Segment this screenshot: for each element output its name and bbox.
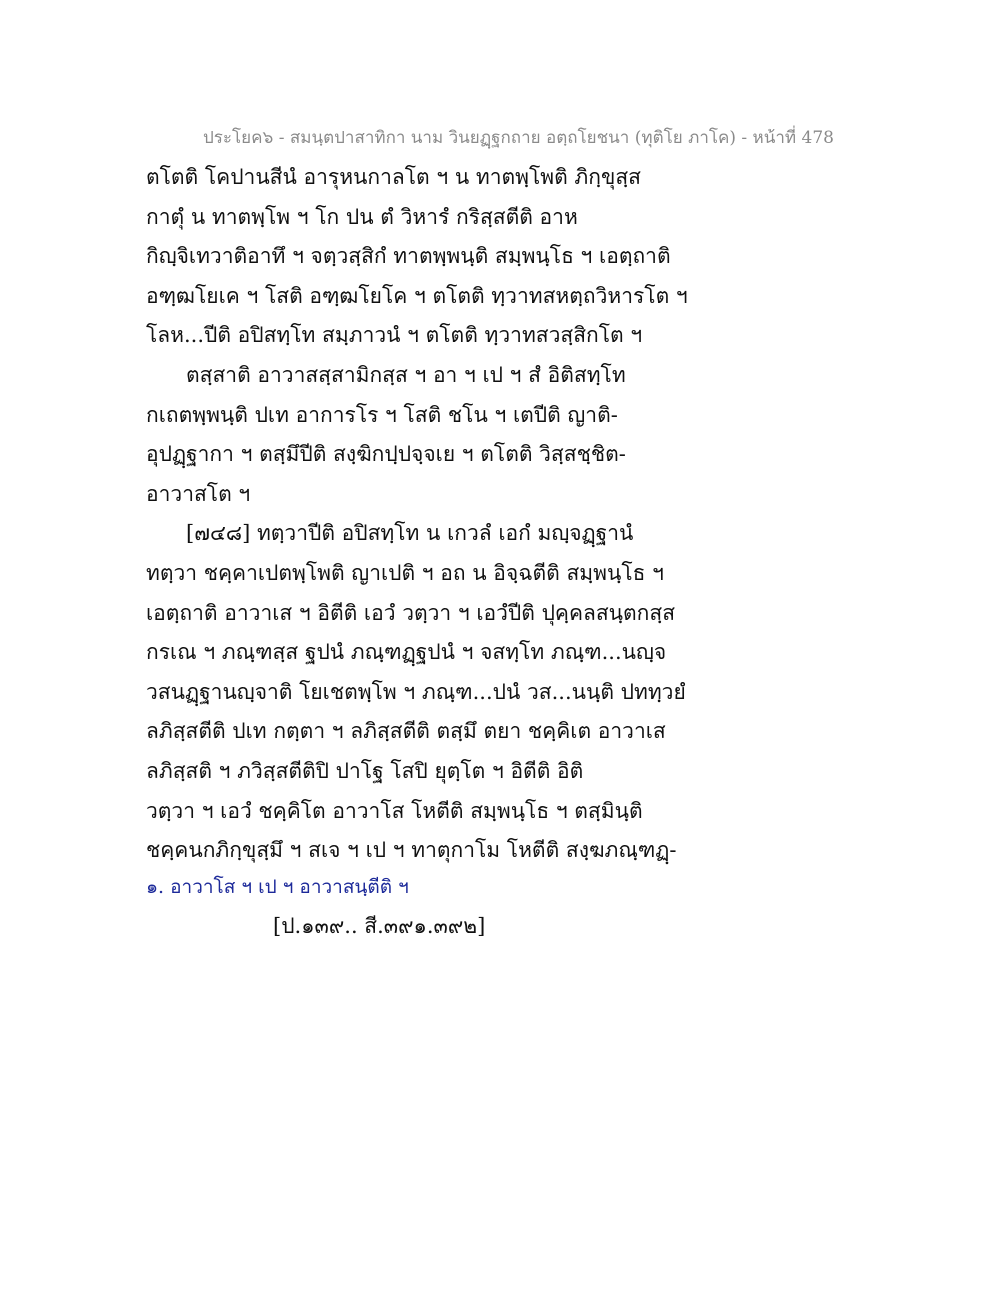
text-line: เอตฺถาติ อาวาเส ฯ อิตีติ เอวํ วตฺวา ฯ เอวํปีติ ปุคฺคลสนฺตกสฺส <box>146 600 676 625</box>
text-line: วสนฏฺฐานญฺจาติ โยเชตพฺโพ ฯ ภณฺฑ...ปนํ วส...นนฺติ ปททฺวยํ <box>146 679 686 704</box>
text-line: ชคฺคนกภิกฺขุสฺมึ ฯ สเจ ฯ เป ฯ ทาตุกาโม โหตีติ สงฺฆภณฺฑฏฺ- <box>146 838 677 863</box>
text-line: กิญฺจิเทวาติอาทึ ฯ จตฺวสฺสิกํ ทาตพฺพนฺติ สมฺพนฺโธ ฯ เอตฺถาติ <box>146 244 671 269</box>
paragraph-start-line: [๗๔๘] ทตฺวาปีติ อปิสทฺโท น เกวลํ เอกํ มญฺจฏฺฐานํ <box>186 521 634 546</box>
text-line: กรเณ ฯ ภณฺฑสฺส ฐปนํ ภณฺฑฏฺฐปนํ ฯ จสทฺโท ภณฺฑ...นญฺจ <box>146 640 667 665</box>
text-line: กเถตพฺพนฺติ ปเท อาการโร ฯ โสติ ชโน ฯ เตปีติ ญาติ- <box>146 402 618 427</box>
text-line: อุปฏฺฐากา ฯ ตสฺมึปีติ สงฺฆิกปฺปจฺจเย ฯ ตโตติ วิสฺสชฺชิต- <box>146 442 626 467</box>
text-line: กาตุํ น ทาตพฺโพ ฯ โก ปน ตํ วิหารํ กริสฺสตีติ อาห <box>146 204 578 229</box>
body-text <box>146 158 706 871</box>
text-line: อาวาสโต ฯ <box>146 481 251 506</box>
paragraph-start-line: ตสฺสาติ อาวาสสฺสามิกสฺส ฯ อา ฯ เป ฯ สํ อิติสทฺโท <box>186 362 626 387</box>
text-line: วตฺวา ฯ เอวํ ชคฺคิโต อาวาโส โหตีติ สมฺพนฺโธ ฯ ตสฺมินฺติ <box>146 798 643 823</box>
text-line: อฑฺฒโยเค ฯ โสติ อฑฺฒโยโค ฯ ตโตติ ทฺวาทสหตฺถวิหารโต ฯ <box>146 283 688 308</box>
text-line: ตโตติ โคปานสีนํ อารุหนกาลโต ฯ น ทาตพฺโพติ ภิกฺขุสฺส <box>146 165 641 189</box>
running-header: ประโยค๖ - สมนฺตปาสาทิกา นาม วินยฏฺฐกถาย อตฺถโยชนา (ทุติโย ภาโค) - หน้าที่ 478 <box>203 128 834 148</box>
text-line: ลภิสฺสตีติ ปเท กตฺตา ฯ ลภิสฺสตีติ ตสฺมึ ตยา ชคฺคิเต อาวาเส <box>146 719 666 744</box>
text-line: ทตฺวา ชคฺคาเปตพฺโพติ ญาเปติ ฯ อถ น อิจฺฉตีติ สมฺพนฺโธ ฯ <box>146 560 664 585</box>
text-line: โลห...ปีติ อปิสทฺโท สมฺภาวนํ ฯ ตโตติ ทฺวาทสวสฺสิกโต ฯ <box>146 323 643 348</box>
footnote: ๑. อาวาโส ฯ เป ฯ อาวาสนฺตีติ ฯ <box>146 876 409 898</box>
text-line: ลภิสฺสติ ฯ ภวิสฺสตีติปิ ปาโฐ โสปิ ยุตฺโต ฯ อิตีติ อิติ <box>146 758 584 783</box>
page-reference: [ป.๑๓๙.. สี.๓๙๑.๓๙๒] <box>273 914 486 938</box>
